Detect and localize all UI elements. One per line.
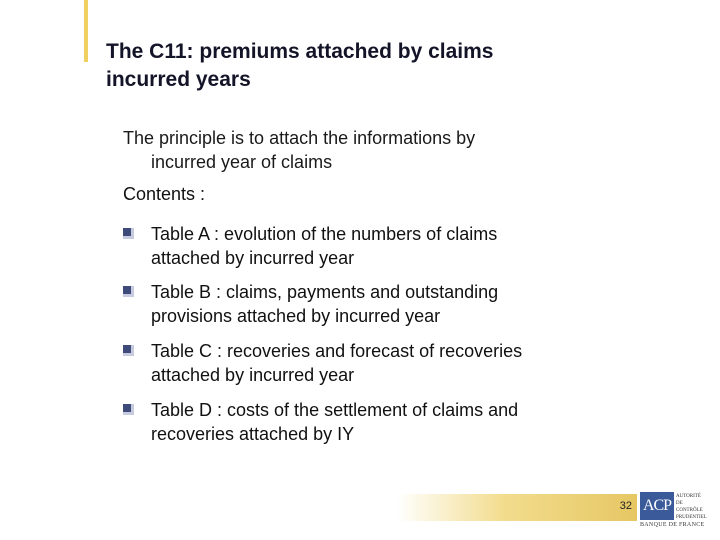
title-line-2: incurred years bbox=[106, 68, 251, 91]
intro-line-2: incurred year of claims bbox=[151, 152, 333, 172]
logo-text-line: AUTORITÉ bbox=[676, 494, 701, 499]
title-accent-bar bbox=[84, 0, 88, 62]
bullet-line-2: attached by incurred year bbox=[151, 365, 355, 385]
bullet-line-2: attached by incurred year bbox=[151, 248, 355, 268]
bullet-line-2: provisions attached by incurred year bbox=[151, 306, 441, 326]
logo-mark: ACP bbox=[640, 492, 674, 520]
logo-text bbox=[676, 493, 708, 521]
square-bullet-icon bbox=[123, 345, 134, 356]
footer-gradient-bar bbox=[397, 494, 637, 521]
bullet-table-a bbox=[123, 222, 643, 270]
logo-bottom-text: BANQUE DE FRANCE bbox=[640, 522, 705, 528]
square-bullet-icon bbox=[123, 228, 134, 239]
bullet-line-1: Table A : evolution of the numbers of claims bbox=[151, 224, 498, 244]
logo-text-line: DE CONTRÔLE bbox=[676, 501, 703, 513]
square-bullet-icon bbox=[123, 286, 134, 297]
bullet-line-1: Table D : costs of the settlement of claims and bbox=[151, 400, 519, 420]
title-line-1: The C11: premiums attached by claims bbox=[106, 40, 494, 63]
square-bullet-icon bbox=[123, 404, 134, 415]
bullet-table-c bbox=[123, 339, 643, 387]
logo-text-line: PRUDENTIEL bbox=[676, 515, 707, 520]
slide-title bbox=[106, 38, 666, 94]
bullet-table-b bbox=[123, 280, 643, 328]
acp-logo bbox=[640, 492, 706, 532]
intro-paragraph bbox=[123, 126, 643, 174]
bullet-line-1: Table B : claims, payments and outstanding bbox=[151, 282, 499, 302]
bullet-table-d bbox=[123, 398, 643, 446]
page-number: 32 bbox=[619, 500, 632, 512]
bullet-line-1: Table C : recoveries and forecast of recoveries bbox=[151, 341, 523, 361]
bullet-line-2: recoveries attached by IY bbox=[151, 424, 355, 444]
intro-line-1: The principle is to attach the informations by bbox=[123, 128, 476, 148]
contents-label: Contents : bbox=[123, 184, 206, 204]
